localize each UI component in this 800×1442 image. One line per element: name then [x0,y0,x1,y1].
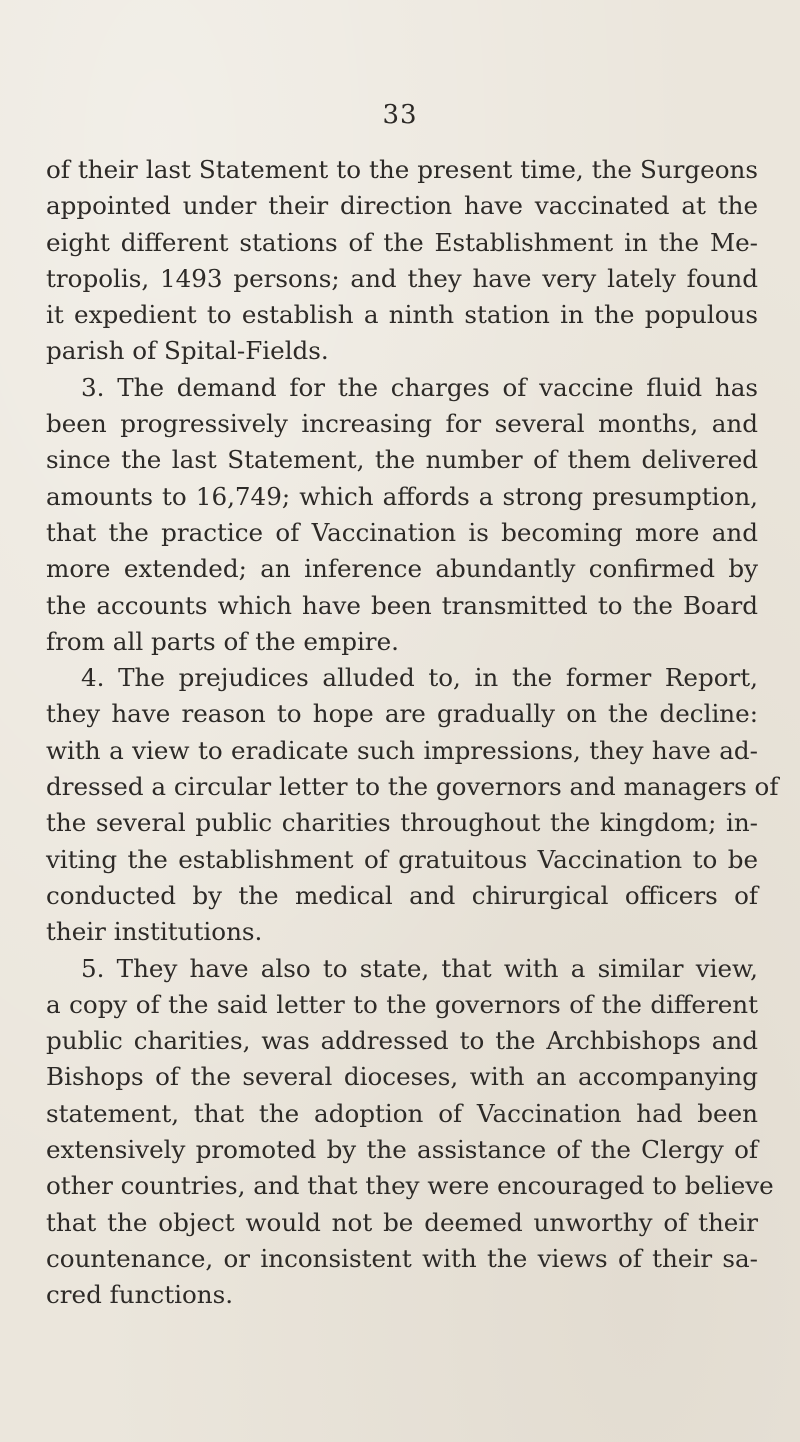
text-line: the several public charities throughout the kingdom; in- [46,808,758,838]
page-number: 33 [382,100,418,130]
text-line: from all parts of the empire. [46,626,399,656]
text-line: amounts to 16,749; which affords a strong presumption, [46,481,758,511]
text-line: with a view to eradicate such impressions, they have ad- [46,735,758,765]
text-line: a copy of the said letter to the governors of the different [46,989,758,1019]
text-line: extensively promoted by the assistance of the Clergy of [46,1135,758,1165]
text-line: that the object would not be deemed unworthy of their [46,1207,758,1237]
text-line: been progressively increasing for several months, and [46,409,758,439]
paragraph-5-first-line: 5. They have also to state, that with a similar view, [81,953,758,983]
paragraph-3-first-line: 3. The demand for the charges of vaccine fluid has [81,372,758,402]
text-line: statement, that the adoption of Vaccination had been [46,1098,758,1128]
text-line: cred functions. [46,1280,234,1310]
text-line: they have reason to hope are gradually on the decline: [46,699,758,729]
text-line: tropolis, 1493 persons; and they have very lately found [46,263,758,293]
text-line: since the last Statement, the number of them delivered [46,445,758,475]
text-line: the accounts which have been transmitted to the Board [46,590,758,620]
text-line: Bishops of the several dioceses, with an accompanying [46,1062,758,1092]
text-line: of their last Statement to the present time, the Surgeons [46,155,758,184]
text-line: it expedient to establish a ninth station in the populous [46,300,758,330]
text-line: other countries, and that they were encouraged to believe [46,1171,774,1201]
text-line: appointed under their direction have vaccinated at the [46,191,758,221]
text-line: countenance, or inconsistent with the views of their sa- [46,1243,758,1273]
text-line: viting the establishment of gratuitous Vaccination to be [46,844,758,874]
text-line: conducted by the medical and chirurgical officers of [46,880,758,910]
text-line: dressed a circular letter to the governors and managers of [46,772,779,802]
text-line: more extended; an inference abundantly confirmed by [46,554,758,584]
text-line: eight different stations of the Establishment in the Me- [46,227,758,257]
text-line: that the practice of Vaccination is becoming more and [46,517,758,547]
text-line: their institutions. [46,917,263,947]
body-text [46,152,779,1314]
text-line: parish of Spital-Fields. [46,336,329,366]
paragraph-4-first-line: 4. The prejudices alluded to, in the former Report, [81,663,758,693]
text-line: public charities, was addressed to the Archbishops and [46,1026,758,1056]
